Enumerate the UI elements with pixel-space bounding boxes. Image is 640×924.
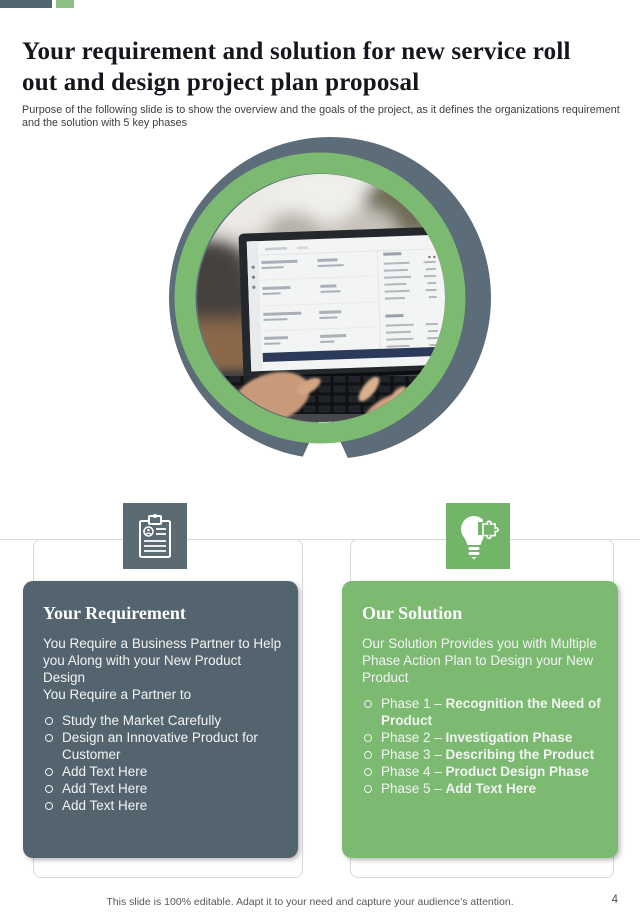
requirement-icon-tile — [123, 503, 187, 569]
corner-bar-slate — [0, 0, 52, 8]
bullet-item: Add Text Here — [43, 797, 284, 814]
slide-title: Your requirement and solution for new service roll out and design project plan proposal — [22, 37, 571, 96]
bullet-item: Phase 1 – Recognition the Need of Product — [362, 695, 604, 729]
bullet-item: Phase 5 – Add Text Here — [362, 780, 604, 797]
solution-paragraph: Our Solution Provides you with Multiple Phase Action Plan to Design your New Product — [362, 636, 597, 685]
solution-bullet-list — [362, 695, 604, 797]
corner-bar-green — [56, 0, 74, 8]
bullet-marker-icon — [364, 700, 372, 708]
requirement-paragraph-2: You Require a Partner to — [43, 687, 192, 702]
bullet-marker-icon — [364, 751, 372, 759]
requirement-card-title: Your Requirement — [43, 603, 186, 623]
bullet-marker-icon — [45, 734, 53, 742]
page-number: 4 — [611, 894, 618, 906]
requirement-bullet-list — [43, 712, 284, 814]
bullet-marker-icon — [45, 802, 53, 810]
requirement-card — [23, 581, 298, 858]
lightbulb-puzzle-icon — [456, 512, 500, 560]
bullet-marker-icon — [45, 717, 53, 725]
footer-note: This slide is 100% editable. Adapt it to your need and capture your audience’s attention. — [106, 896, 514, 908]
bullet-marker-icon — [364, 768, 372, 776]
bullet-item: Phase 4 – Product Design Phase — [362, 763, 604, 780]
slide-purpose-text: Purpose of the following slide is to show the overview and the goals of the project, as it defines the organizations requirement and the solution with 5 key phases — [22, 103, 620, 130]
solution-icon-tile — [446, 503, 510, 569]
bullet-item: Study the Market Carefully — [43, 712, 284, 729]
bullet-item: Add Text Here — [43, 780, 284, 797]
laptop-photo — [197, 174, 445, 422]
solution-card — [342, 581, 618, 858]
bullet-item: Design an Innovative Product for Customer — [43, 729, 284, 763]
bullet-item: Add Text Here — [43, 763, 284, 780]
solution-card-title: Our Solution — [362, 603, 463, 623]
laptop-photo-art — [197, 174, 445, 422]
clipboard-survey-icon — [135, 512, 175, 560]
bullet-marker-icon — [45, 768, 53, 776]
requirement-paragraph-1: You Require a Business Partner to Help you Along with your New Product Design — [43, 636, 282, 685]
bullet-item: Phase 3 – Describing the Product — [362, 746, 604, 763]
bullet-marker-icon — [364, 734, 372, 742]
bullet-marker-icon — [45, 785, 53, 793]
bullet-marker-icon — [364, 785, 372, 793]
bullet-item: Phase 2 – Investigation Phase — [362, 729, 604, 746]
laptop — [238, 226, 445, 381]
